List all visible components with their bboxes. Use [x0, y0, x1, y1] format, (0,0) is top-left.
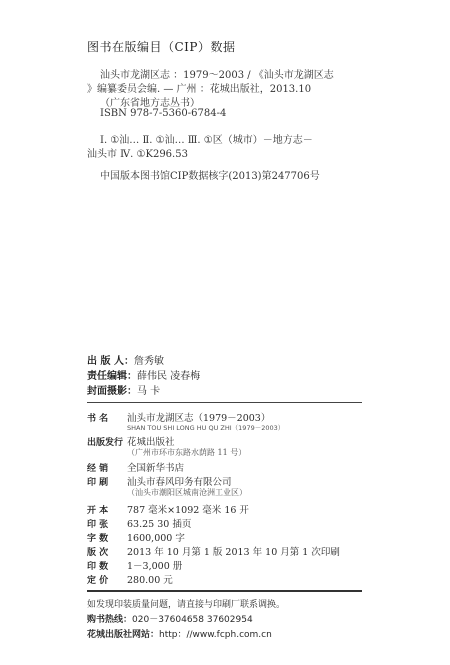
- publish-address: （广州市环市东路水荫路 11 号）: [127, 448, 247, 457]
- cover-photo-label: 封面摄影：: [87, 386, 137, 397]
- publisher-name: 詹秀敏: [133, 356, 164, 367]
- print-run: 1－3,000 册: [127, 561, 183, 572]
- printer: 汕头市春风印务有限公司: [127, 477, 232, 488]
- book-title-pinyin: SHAN TOU SHI LONG HU QU ZHI（1979－2003）: [127, 424, 285, 432]
- edition-label: 版 次: [87, 548, 109, 558]
- book-title-label: 书 名: [87, 414, 109, 424]
- website-label: 花城出版社网站：: [87, 630, 160, 640]
- cover-photo-name: 马 卡: [137, 386, 161, 397]
- cip-title: 图书在版编目（CIP）数据: [87, 40, 236, 54]
- book-title-row: [87, 410, 270, 424]
- price: 280.00 元: [127, 575, 173, 586]
- cip-line-3: （广东省地方志丛书）: [100, 98, 200, 109]
- print-run-row: [87, 558, 182, 572]
- hotline-row: [87, 612, 253, 625]
- format: 787 毫米×1092 毫米 16 开: [127, 505, 249, 516]
- word-count-row: [87, 530, 185, 544]
- sheets: 63.25 30 插页: [127, 519, 192, 530]
- top-divider: [87, 402, 362, 403]
- cip-line-2: 》编纂委员会编. — 广州 ：花城出版社，2013.10: [87, 84, 312, 95]
- publish-house: 花城出版社: [127, 437, 175, 448]
- bottom-divider: [87, 590, 362, 592]
- word-count-label: 字 数: [87, 534, 109, 544]
- editor-names: 薛伟民 凌春梅: [137, 371, 201, 382]
- hotline-label: 购书热线：: [87, 615, 133, 625]
- hotline-number: 020－37604658 37602954: [132, 615, 253, 625]
- cip-line-1: 汕头市龙湖区志 ：1979～2003 / 《汕头市龙湖区志: [100, 70, 334, 81]
- distributor-row: [87, 460, 184, 474]
- price-label: 定 价: [87, 576, 109, 586]
- printer-label: 印 刷: [87, 478, 109, 488]
- sheets-label: 印 张: [87, 520, 109, 530]
- website-row: [87, 627, 272, 640]
- quality-notice: 如发现印装质量问题，请直接与印刷厂联系调换。: [87, 600, 286, 610]
- distributor-label: 经 销: [87, 464, 109, 474]
- edition-row: [87, 544, 340, 558]
- cip-isbn: ISBN 978-7-5360-6784-4: [100, 108, 227, 119]
- printer-address: （汕头市潮阳区城南沧洲工业区）: [127, 488, 247, 497]
- distributor: 全国新华书店: [127, 463, 185, 474]
- price-row: [87, 572, 173, 586]
- printer-row: [87, 474, 232, 488]
- format-label: 开 本: [87, 506, 109, 516]
- edition: 2013 年 10 月第 1 版 2013 年 10 月第 1 次印刷: [127, 547, 340, 558]
- cip-line-6: 汕头市 Ⅳ. ①K296.53: [87, 149, 188, 160]
- cover-photo-row: [87, 382, 160, 397]
- editor-label: 责任编辑：: [87, 371, 137, 382]
- sheets-row: [87, 516, 191, 530]
- cip-record-number: 中国版本图书馆CIP数据核字(2013)第247706号: [100, 171, 320, 182]
- format-row: [87, 502, 249, 516]
- website-url: http：//www.fcph.com.cn: [159, 630, 272, 640]
- publish-label: 出版发行: [87, 438, 124, 448]
- editor-row: [87, 367, 200, 382]
- print-run-label: 印 数: [87, 562, 109, 572]
- book-title: 汕头市龙湖区志（1979－2003）: [127, 413, 271, 424]
- word-count: 1600,000 字: [127, 533, 185, 544]
- publisher-label: 出 版 人：: [87, 356, 134, 367]
- publisher-row: [87, 352, 164, 367]
- publisher-distribution-row: [87, 434, 175, 448]
- cip-line-5: Ⅰ. ①汕… Ⅱ. ①汕… Ⅲ. ①区（城市）－地方志－: [100, 135, 313, 146]
